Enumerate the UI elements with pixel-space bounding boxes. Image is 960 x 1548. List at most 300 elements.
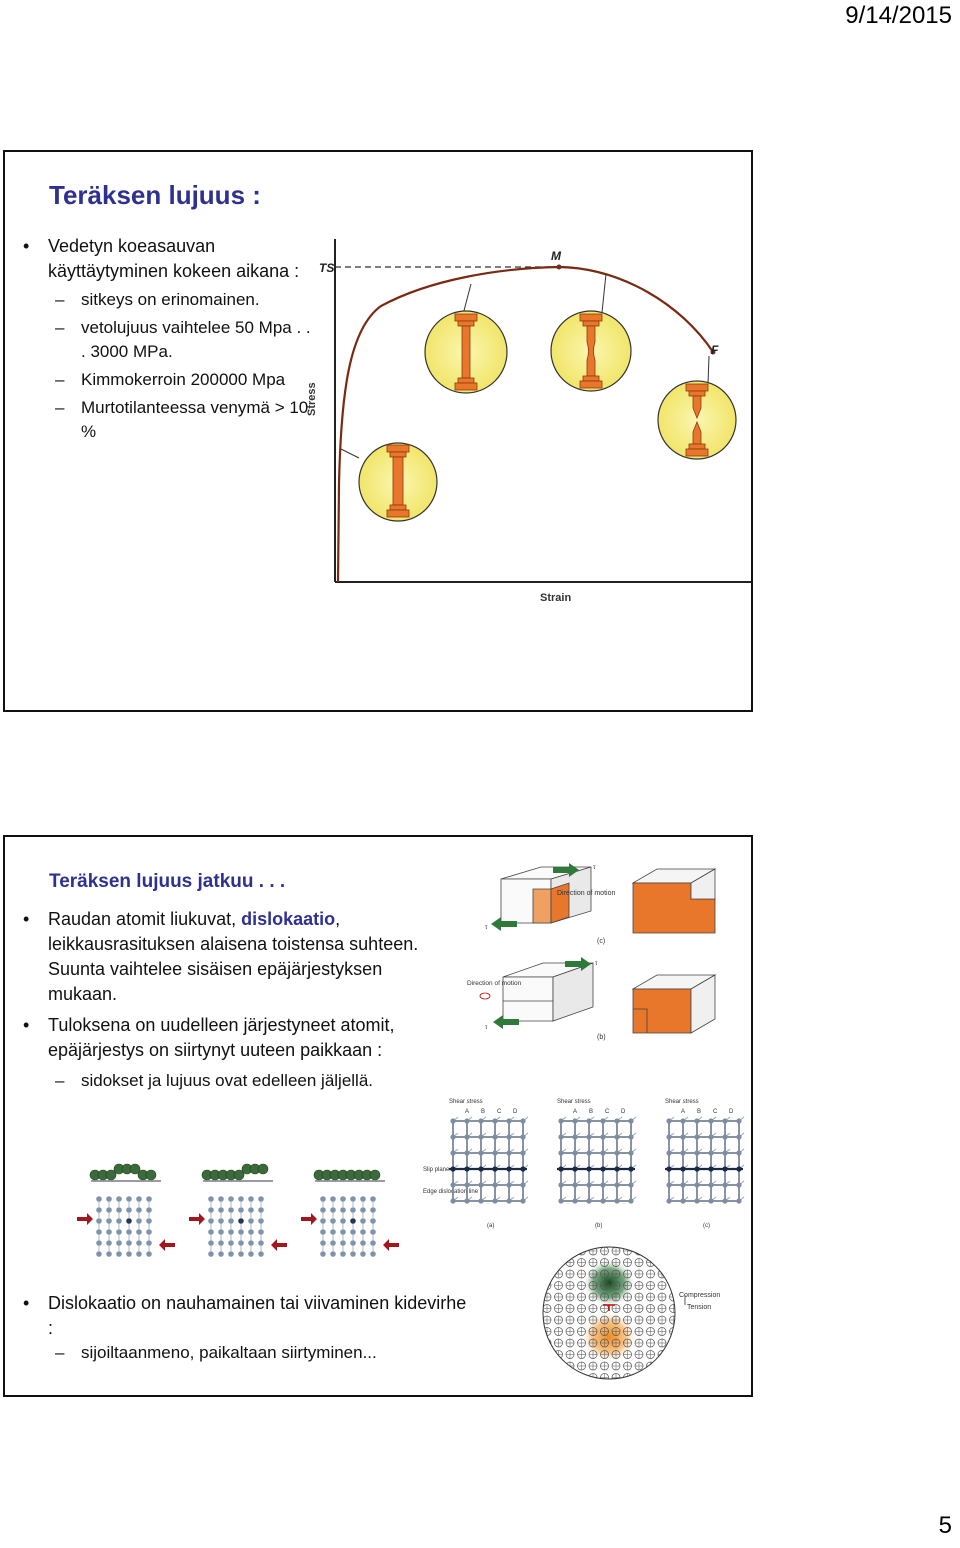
lattice-atom <box>600 1134 605 1139</box>
lattice-atom <box>670 1339 678 1347</box>
atom <box>320 1229 326 1235</box>
lattice-atom <box>543 1247 551 1255</box>
atom <box>238 1229 244 1235</box>
arrow-left-icon <box>271 1239 287 1251</box>
lattice-atom <box>478 1150 483 1155</box>
lattice-atom <box>614 1118 619 1123</box>
atom <box>248 1229 254 1235</box>
lattice-atom <box>572 1198 577 1203</box>
lattice-atom <box>647 1374 655 1382</box>
lattice-atom <box>708 1182 713 1187</box>
stress-strain-curve <box>338 267 713 582</box>
lattice-panel <box>557 1109 636 1229</box>
lattice-atom <box>600 1118 605 1123</box>
atom <box>320 1207 326 1213</box>
atom <box>238 1251 244 1257</box>
lattice-atom <box>666 1182 671 1187</box>
atom <box>126 1207 132 1213</box>
atom <box>136 1207 142 1213</box>
column-label: C <box>713 1109 718 1115</box>
atom <box>116 1218 122 1224</box>
lattice-atom <box>506 1118 511 1123</box>
lattice-atom <box>628 1150 633 1155</box>
lattice-atom <box>736 1198 741 1203</box>
tau-label: τ <box>593 865 596 871</box>
tau-label: τ <box>485 1025 488 1031</box>
atom <box>208 1240 214 1246</box>
caterpillar-panel <box>301 1170 399 1257</box>
bullet-list <box>15 1291 475 1365</box>
dislocation-strain-field-figure <box>541 1245 751 1395</box>
shear-stress-label: Shear stress <box>449 1099 483 1105</box>
lattice-atom <box>520 1150 525 1155</box>
atom <box>248 1218 254 1224</box>
atom <box>208 1207 214 1213</box>
atom <box>340 1218 346 1224</box>
atom <box>340 1207 346 1213</box>
motion-marker <box>480 993 490 999</box>
lattice-atom <box>736 1118 741 1123</box>
atom <box>320 1251 326 1257</box>
lattice-atom <box>492 1118 497 1123</box>
atom <box>350 1218 356 1224</box>
atom <box>116 1207 122 1213</box>
lattice-atom <box>670 1362 678 1370</box>
lattice-atom <box>694 1198 699 1203</box>
lattice-atom <box>492 1150 497 1155</box>
shear-stress-label: Shear stress <box>665 1099 699 1105</box>
lattice-atom <box>520 1182 525 1187</box>
atom <box>146 1207 152 1213</box>
lattice-atom <box>670 1259 678 1267</box>
pointer-arrows <box>341 274 709 458</box>
lattice-atom <box>694 1118 699 1123</box>
lattice-atom <box>708 1198 713 1203</box>
atom <box>218 1240 224 1246</box>
atom <box>126 1196 132 1202</box>
bullet-list <box>15 907 455 1093</box>
atom <box>258 1196 264 1202</box>
lattice-atom <box>586 1198 591 1203</box>
atom <box>360 1207 366 1213</box>
bullet-item <box>15 907 455 1007</box>
specimen-circle-necking <box>551 311 631 391</box>
atom <box>360 1196 366 1202</box>
atom <box>146 1240 152 1246</box>
atom <box>96 1229 102 1235</box>
lattice-atom <box>506 1182 511 1187</box>
lattice-atom <box>670 1247 678 1255</box>
atom <box>208 1229 214 1235</box>
lattice-atom <box>520 1198 525 1203</box>
lattice-atom <box>572 1150 577 1155</box>
point-m <box>557 265 562 270</box>
lattice-atom <box>658 1259 666 1267</box>
specimen-circle-elastic <box>359 443 437 521</box>
atom <box>340 1196 346 1202</box>
arrow-right-icon <box>189 1213 205 1225</box>
lattice-atom <box>558 1134 563 1139</box>
lattice-atom <box>478 1198 483 1203</box>
lattice-atom <box>614 1150 619 1155</box>
atom <box>116 1229 122 1235</box>
atom <box>330 1207 336 1213</box>
atom <box>360 1240 366 1246</box>
lattice-atom <box>680 1182 685 1187</box>
lattice-atom <box>555 1362 563 1370</box>
atom <box>350 1207 356 1213</box>
lattice-dislocation-figure <box>419 1095 751 1235</box>
sub-bullet-item: – sidokset ja lujuus ovat edelleen jäljellä. <box>15 1069 455 1093</box>
lattice-atom <box>614 1182 619 1187</box>
lattice-atom <box>506 1150 511 1155</box>
lattice-atom <box>566 1247 574 1255</box>
atom <box>370 1251 376 1257</box>
lattice-atom <box>450 1150 455 1155</box>
panel-b-label: (b) <box>597 1034 606 1041</box>
slide-steel-strength <box>3 150 753 712</box>
lattice-atom <box>558 1150 563 1155</box>
atom <box>208 1218 214 1224</box>
atom <box>238 1196 244 1202</box>
lattice-atom <box>736 1182 741 1187</box>
lattice-atom <box>635 1374 643 1382</box>
lattice-atom <box>543 1362 551 1370</box>
lattice-atom <box>658 1247 666 1255</box>
lattice-atom <box>464 1150 469 1155</box>
atom <box>218 1218 224 1224</box>
lattice-atom <box>670 1374 678 1382</box>
lattice-panel <box>665 1109 744 1229</box>
lattice-atom <box>586 1134 591 1139</box>
lattice-atom <box>658 1362 666 1370</box>
arrow-left-icon <box>383 1239 399 1251</box>
slide-title: Teräksen lujuus jatkuu . . . <box>49 871 286 892</box>
caterpillar-segment <box>258 1164 268 1174</box>
column-label: D <box>621 1109 626 1115</box>
lattice-atom <box>708 1134 713 1139</box>
atom <box>248 1251 254 1257</box>
lattice-atom <box>628 1198 633 1203</box>
atom <box>350 1240 356 1246</box>
atom <box>258 1251 264 1257</box>
bullet-text: , leikkausrasituksen alaisena toistensa suhteen. Suunta vaihtelee sisäisen epäjärjestyksen mukaan. <box>48 909 419 1004</box>
atom <box>126 1218 132 1224</box>
atom <box>238 1207 244 1213</box>
lattice-atom <box>464 1118 469 1123</box>
lattice-atom <box>520 1134 525 1139</box>
lattice-atom <box>558 1118 563 1123</box>
tau-label: τ <box>595 961 598 967</box>
lattice-atom <box>558 1198 563 1203</box>
direction-label: Direction of motion <box>467 980 522 987</box>
atom <box>350 1251 356 1257</box>
atom <box>360 1218 366 1224</box>
specimen-circle-uniform <box>425 311 507 393</box>
lattice-atom <box>558 1182 563 1187</box>
ts-label: TS <box>319 261 335 275</box>
atom <box>340 1229 346 1235</box>
lattice-atom <box>694 1150 699 1155</box>
atom <box>126 1240 132 1246</box>
atom <box>228 1240 234 1246</box>
column-label: A <box>573 1109 578 1115</box>
sub-bullet-item: – sijoiltaanmeno, paikaltaan siirtyminen... <box>15 1341 475 1365</box>
atom <box>96 1207 102 1213</box>
atom <box>136 1218 142 1224</box>
atom <box>96 1218 102 1224</box>
atom <box>106 1218 112 1224</box>
atom <box>126 1251 132 1257</box>
lattice-atom <box>506 1134 511 1139</box>
tension-label: Tension <box>687 1304 712 1311</box>
atom <box>330 1218 336 1224</box>
lattice-atom <box>492 1198 497 1203</box>
lattice-atom <box>722 1134 727 1139</box>
panel-label: (a) <box>487 1223 495 1229</box>
atom <box>370 1218 376 1224</box>
atom <box>370 1207 376 1213</box>
atom <box>146 1218 152 1224</box>
column-label: A <box>681 1109 686 1115</box>
column-label: B <box>481 1109 486 1115</box>
lattice-atom <box>478 1134 483 1139</box>
atom <box>116 1251 122 1257</box>
lattice-atom <box>450 1198 455 1203</box>
lattice-atom <box>722 1118 727 1123</box>
lattice-atom <box>694 1182 699 1187</box>
lattice-atom <box>708 1150 713 1155</box>
atom <box>258 1229 264 1235</box>
lattice-atom <box>586 1182 591 1187</box>
header-date: 9/14/2015 <box>845 2 952 29</box>
caterpillar-segment <box>146 1170 156 1180</box>
atom <box>370 1240 376 1246</box>
atom <box>258 1240 264 1246</box>
lattice-atom <box>666 1118 671 1123</box>
atom <box>208 1196 214 1202</box>
panel-label: (c) <box>703 1223 710 1229</box>
atom <box>106 1240 112 1246</box>
bullet-item: • Dislokaatio on nauhamainen tai viivaminen kidevirhe : <box>15 1291 475 1341</box>
atom <box>126 1229 132 1235</box>
atom <box>106 1196 112 1202</box>
lattice-atom <box>722 1198 727 1203</box>
block-b-right <box>633 975 715 1033</box>
atom <box>248 1196 254 1202</box>
edge-dislocation-label: Edge dislocation line <box>423 1189 479 1195</box>
atom <box>106 1229 112 1235</box>
lattice-atom <box>506 1198 511 1203</box>
atom <box>116 1196 122 1202</box>
direction-label: Direction of motion <box>557 890 616 897</box>
y-axis-label: Stress <box>306 382 318 416</box>
atom <box>116 1240 122 1246</box>
lattice-atom <box>628 1134 633 1139</box>
sub-bullet-item: – Kimmokerroin 200000 Mpa <box>15 368 315 392</box>
atom <box>146 1229 152 1235</box>
atom <box>96 1240 102 1246</box>
lattice-atom <box>694 1134 699 1139</box>
lattice-atom <box>680 1150 685 1155</box>
atom <box>228 1196 234 1202</box>
shear-stress-label: Shear stress <box>557 1099 591 1105</box>
compression-label: Compression <box>679 1292 721 1299</box>
caterpillar-panel <box>77 1164 175 1257</box>
lattice-atom <box>572 1182 577 1187</box>
atom <box>258 1218 264 1224</box>
column-label: B <box>589 1109 594 1115</box>
atom <box>360 1229 366 1235</box>
lattice-atom <box>464 1182 469 1187</box>
atom <box>218 1196 224 1202</box>
atom <box>228 1218 234 1224</box>
lattice-atom <box>666 1198 671 1203</box>
lattice-atom <box>680 1118 685 1123</box>
lattice-atom <box>666 1150 671 1155</box>
lattice-atom <box>492 1134 497 1139</box>
atom <box>330 1196 336 1202</box>
atom <box>370 1229 376 1235</box>
lattice-atom <box>647 1247 655 1255</box>
atom <box>228 1207 234 1213</box>
caterpillar-panel <box>189 1164 287 1257</box>
bullet-item: • Tuloksena on uudelleen järjestyneet atomit, epäjärjestys on siirtynyt uuteen paikkaan : <box>15 1013 455 1063</box>
atom <box>330 1229 336 1235</box>
lattice-atom <box>572 1134 577 1139</box>
atom <box>228 1229 234 1235</box>
lattice-atom <box>478 1182 483 1187</box>
lattice-atom <box>586 1118 591 1123</box>
atom <box>106 1251 112 1257</box>
x-axis-label: Strain <box>540 592 572 604</box>
lattice-atom <box>708 1118 713 1123</box>
atom <box>218 1251 224 1257</box>
atom <box>248 1207 254 1213</box>
atom <box>218 1207 224 1213</box>
lattice-panel <box>449 1109 528 1229</box>
atom <box>136 1251 142 1257</box>
bullet-text: Raudan atomit liukuvat, <box>48 909 242 929</box>
lattice-atom <box>722 1150 727 1155</box>
lattice-atom <box>543 1270 551 1278</box>
atom <box>228 1251 234 1257</box>
lattice-atom <box>736 1150 741 1155</box>
atom <box>350 1196 356 1202</box>
lattice-atom <box>628 1118 633 1123</box>
atom <box>370 1196 376 1202</box>
atom <box>258 1207 264 1213</box>
slip-plane-label: Slip plane <box>423 1167 450 1173</box>
caterpillar-analogy-figure <box>75 1159 415 1269</box>
lattice-atom <box>680 1198 685 1203</box>
lattice-atom <box>600 1198 605 1203</box>
m-label: M <box>551 249 561 263</box>
lattice-atom <box>464 1134 469 1139</box>
atom <box>238 1218 244 1224</box>
lattice-atom <box>543 1374 551 1382</box>
column-label: C <box>605 1109 610 1115</box>
atom <box>330 1240 336 1246</box>
atom <box>330 1251 336 1257</box>
arrow-left-icon <box>159 1239 175 1251</box>
atom <box>96 1251 102 1257</box>
panel-label: (b) <box>595 1223 603 1229</box>
slide-steel-strength-continued <box>3 835 753 1397</box>
lattice-atom <box>658 1374 666 1382</box>
sub-bullet-item: – Murtotilanteessa venymä > 10 % <box>15 396 315 444</box>
panel-c-label: (c) <box>597 938 606 945</box>
atom <box>320 1196 326 1202</box>
atom <box>340 1240 346 1246</box>
column-label: C <box>497 1109 502 1115</box>
atom <box>146 1251 152 1257</box>
lattice-atom <box>450 1118 455 1123</box>
caterpillar-segment <box>370 1170 380 1180</box>
stress-strain-figure <box>301 234 751 614</box>
shear-block-figure <box>461 859 751 1069</box>
lattice-atom <box>670 1351 678 1359</box>
bullet-item: • Vedetyn koeasauvan käyttäytyminen kokeen aikana : <box>15 234 315 284</box>
atom <box>350 1229 356 1235</box>
lattice-atom <box>492 1182 497 1187</box>
lattice-atom <box>450 1134 455 1139</box>
atom <box>320 1240 326 1246</box>
lattice-atom <box>543 1351 551 1359</box>
atom <box>146 1196 152 1202</box>
arrow-right-icon <box>77 1213 93 1225</box>
lattice-atom <box>722 1182 727 1187</box>
column-label: D <box>729 1109 734 1115</box>
atom <box>208 1251 214 1257</box>
lattice-atom <box>572 1118 577 1123</box>
highlight-term: dislokaatio <box>241 909 336 929</box>
atom <box>248 1240 254 1246</box>
slide-title: Teräksen lujuus : <box>49 180 261 210</box>
bullet-list <box>15 234 315 444</box>
lattice-atom <box>450 1182 455 1187</box>
page-number: 5 <box>938 1512 952 1539</box>
column-label: D <box>513 1109 518 1115</box>
lattice-atom <box>680 1134 685 1139</box>
lattice-atom <box>566 1374 574 1382</box>
column-label: B <box>697 1109 702 1115</box>
lattice-atom <box>614 1134 619 1139</box>
lattice-atom <box>555 1247 563 1255</box>
tau-label: τ <box>485 925 488 931</box>
lattice-atom <box>464 1198 469 1203</box>
lattice-atom <box>600 1150 605 1155</box>
column-label: A <box>465 1109 470 1115</box>
atom <box>320 1218 326 1224</box>
f-label: F <box>711 343 719 357</box>
lattice-atom <box>614 1198 619 1203</box>
atom <box>96 1196 102 1202</box>
block-b-left <box>503 963 593 1021</box>
lattice-atom <box>736 1134 741 1139</box>
atom <box>136 1229 142 1235</box>
atom <box>360 1251 366 1257</box>
lattice-atom <box>543 1259 551 1267</box>
atom <box>106 1207 112 1213</box>
lattice-atom <box>555 1259 563 1267</box>
atom <box>136 1240 142 1246</box>
arrow-right-icon <box>301 1213 317 1225</box>
lattice-atom <box>478 1118 483 1123</box>
specimen-circle-fracture <box>658 381 736 459</box>
lattice-atom <box>555 1374 563 1382</box>
atom <box>218 1229 224 1235</box>
